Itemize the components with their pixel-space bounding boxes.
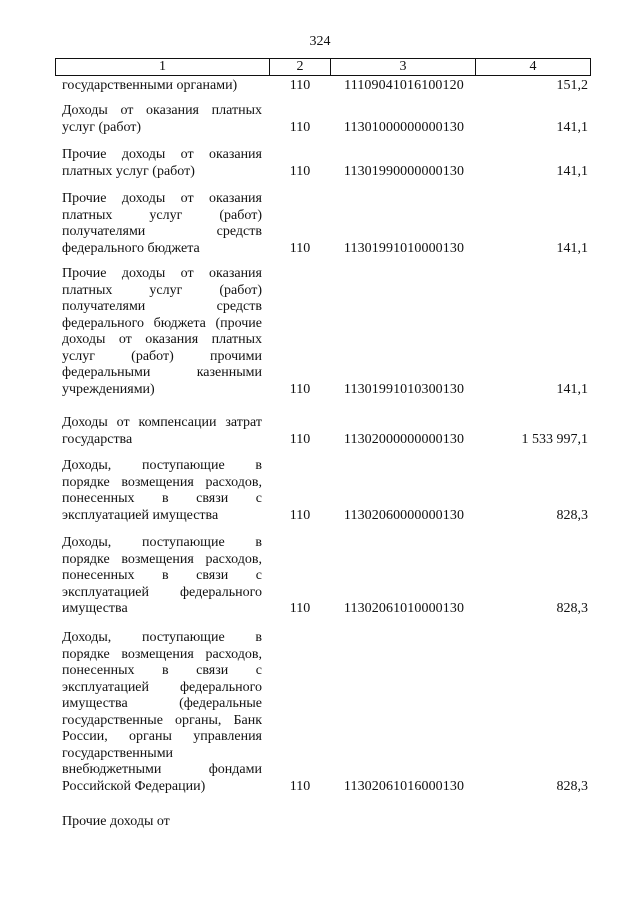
row-name-line: доходы от оказания платных [62,332,262,347]
row-name-line: платных услуг (работ) [62,163,195,179]
row-kbk: 11301000000000130 [343,119,465,135]
row-kbk: 11302060000000130 [343,507,465,523]
row-kbk: 11301991010000130 [343,240,465,256]
header-col-2: 2 [270,59,331,75]
row-name-line: понесенных в связи с [62,491,262,506]
header-col-4: 4 [529,59,537,74]
page-number: 324 [309,34,331,49]
row-amount: 141,1 [556,119,588,135]
row-amount: 1 533 997,1 [521,431,588,447]
row-code: 110 [289,507,311,523]
row-amount: 828,3 [556,601,588,616]
row-name-line: услуг (работ) прочими [62,348,262,364]
row-name-line: Прочие доходы от оказания [62,191,262,206]
row-code: 110 [289,601,311,616]
row-kbk: 11301991010300130 [343,381,465,397]
row-name-line: Доходы, поступающие в [62,630,262,645]
row-name-line: Доходы от компенсации затрат [62,415,262,430]
row-name [62,266,262,398]
row-name-line: государственными органами) [62,78,238,93]
row-name [62,191,262,257]
row-code: 110 [289,78,311,93]
row-name-line: Доходы от оказания платных [62,103,262,118]
row-code: 110 [289,381,311,397]
row-name-line: федерального бюджета [62,240,200,256]
row-name [62,535,262,618]
row-amount: 141,1 [556,240,588,256]
row-name-line: порядке возмещения расходов, [62,646,262,662]
row-name-line: получателями средств [62,224,262,239]
header-col-3: 3 [331,59,476,75]
row-code: 110 [289,240,311,256]
header-col-1: 1 [56,59,270,75]
row-name-line: имущества [62,601,128,616]
row-code: 110 [289,163,311,179]
row-name-line: федерального бюджета (прочие [62,315,262,331]
row-name-line: Прочие доходы от оказания [62,266,262,281]
row-amount: 828,3 [556,507,588,523]
row-name-line: получателями средств [62,299,262,314]
row-code: 110 [289,119,311,135]
row-code: 110 [289,431,311,447]
row-name-line: эксплуатацией федерального [62,584,262,600]
row-name-line: понесенных в связи с [62,663,262,678]
row-amount: 141,1 [556,163,588,179]
row-name-line: эксплуатацией федерального [62,679,262,695]
row-name [62,147,262,180]
row-name-line: понесенных в связи с [62,568,262,583]
row-name-line: эксплуатацией имущества [62,507,219,523]
row-kbk: 11301990000000130 [343,163,465,179]
row-kbk: 11109041016100120 [344,78,464,93]
row-name [62,103,262,136]
row-name-line: Доходы, поступающие в [62,458,262,473]
row-name [62,415,262,448]
row-name-line: Прочие доходы от [62,814,170,829]
row-name-line: услуг (работ) [62,119,142,135]
row-amount: 151,2 [556,78,588,93]
row-name-line: государственными [62,745,174,761]
row-kbk: 11302061016000130 [343,778,465,794]
row-name [62,78,262,95]
row-name-line: государственные органы, Банк [62,712,262,728]
row-name [62,630,262,795]
row-name-line: Доходы, поступающие в [62,535,262,550]
row-code: 110 [289,778,311,794]
row-name-line: Прочие доходы от оказания [62,147,262,162]
row-name-line: учреждениями) [62,381,155,397]
row-name-line: платных услуг (работ) [62,282,262,298]
row-amount: 141,1 [556,381,588,397]
row-name [62,458,262,524]
row-name [62,814,262,831]
row-name-line: платных услуг (работ) [62,207,262,223]
row-amount: 828,3 [556,778,588,794]
row-name-line: порядке возмещения расходов, [62,551,262,567]
row-name-line: федеральными казенными [62,365,262,380]
row-name-line: государства [62,431,133,447]
row-name-line: Российской Федерации) [62,778,206,794]
table-header [55,58,591,76]
row-name-line: порядке возмещения расходов, [62,474,262,490]
row-kbk: 11302061010000130 [343,601,465,616]
row-name-line: внебюджетными фондами [62,762,262,777]
row-name-line: России, органы управления [62,729,262,744]
row-name-line: имущества (федеральные [62,696,262,711]
row-kbk: 11302000000000130 [343,431,465,447]
